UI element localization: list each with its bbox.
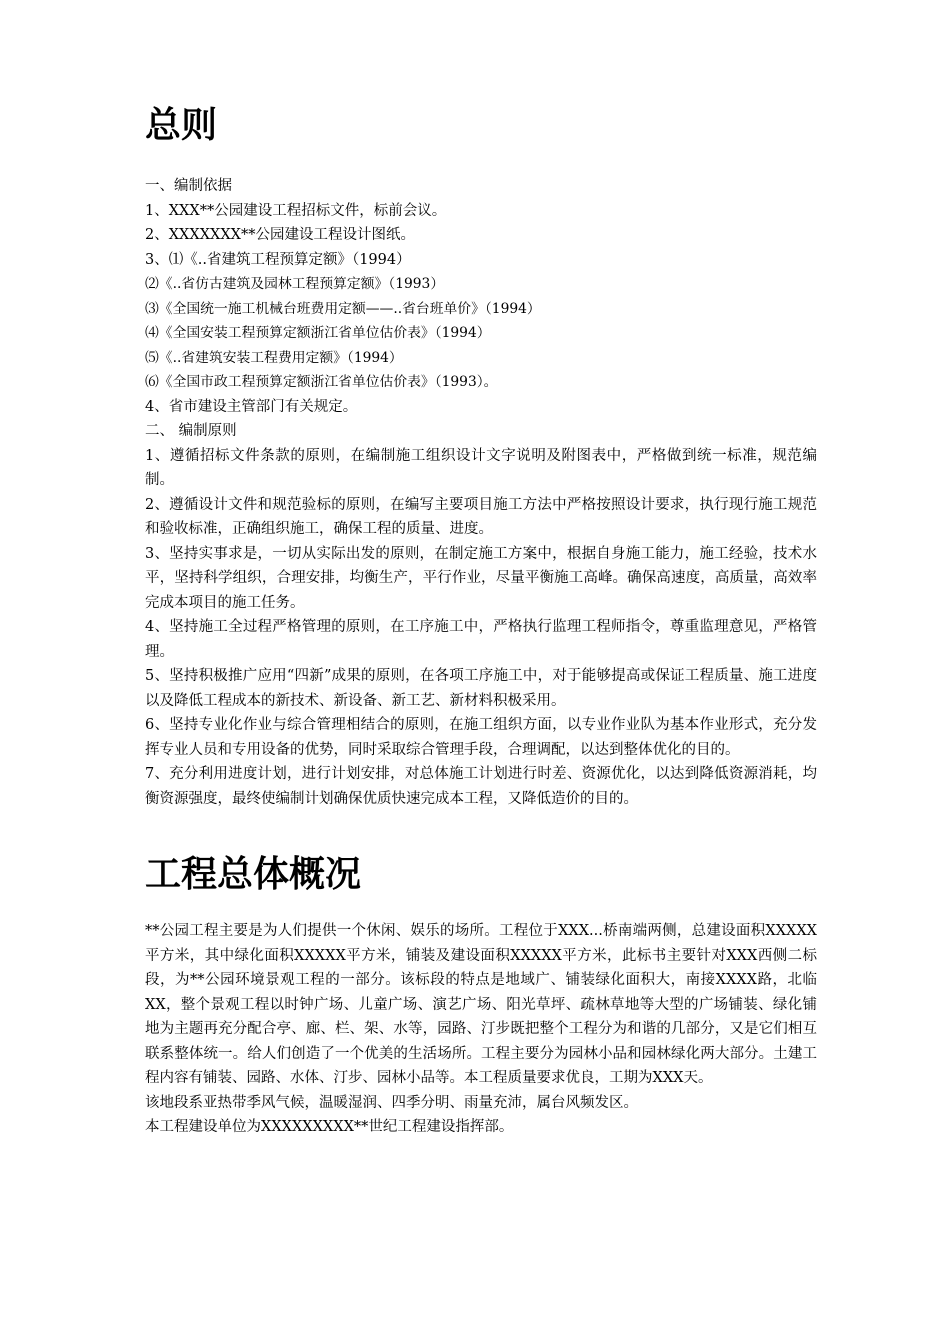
principle-paragraph: 6、坚持专业化作业与综合管理相结合的原则，在施工组织方面，以专业作业队为基本作业形式，充分发挥专业人员和专用设备的优势，同时采取综合管理手段，合理调配，以达到整体优化的目的。 [145, 717, 817, 758]
list-item: 4、省市建设主管部门有关规定。 [145, 398, 358, 415]
principle-paragraph: 4、坚持施工全过程严格管理的原则，在工序施工中，严格执行监理工程师指令，尊重监理意见，严格管理。 [145, 619, 817, 660]
section-heading: 工程总体概况 [145, 854, 362, 895]
subheading-principles: 二、 编制原则 [145, 423, 237, 439]
list-item: ⑷《全国安装工程预算定额浙江省单位估价表》（1994） [145, 325, 491, 341]
principle-paragraph: 2、遵循设计文件和规范验标的原则，在编写主要项目施工方法中严格按照设计要求，执行现行施工规范和验收标准，正确组织施工，确保工程的质量、进度。 [145, 496, 817, 537]
section-project-overview [145, 849, 817, 1140]
list-item: ⑵《..省仿古建筑及园林工程预算定额》（1993） [145, 276, 445, 292]
list-item: 1、XXX**公园建设工程招标文件，标前会议。 [145, 202, 447, 219]
subheading-basis: 一、编制依据 [145, 178, 232, 194]
list-item: ⑶《全国统一施工机械台班费用定额——..省台班单价》（1994） [145, 300, 541, 317]
overview-paragraph: **公园工程主要是为人们提供一个休闲、娱乐的场所。工程位于XXX...桥南端两侧，总建设面积XXXXX平方米，其中绿化面积XXXXX平方米，铺装及建设面积XXXXX平方米，此标书主要针对XXX西侧二标段，为**公园环境景观工程的一部分。该标段的特点是地域广、铺装绿化面积大，南接XXXX路，北临XX，整个景观工程以时钟广场、儿童广场、演艺广场、阳光草坪、疏林草地等大型的广场铺装、绿化铺地为主题再充分配合亭、廊、栏、架、水等，园路、汀步既把整个工程分为和谐的几部分，又是它们相互联系整体统一。给人们创造了一个优美的生活场所。工程主要分为园林小品和园林绿化两大部分。土建工程内容有铺装、园路、水体、汀步、园林小品等。本工程质量要求优良，工期为XXX天。 [145, 923, 817, 1086]
list-item: ⑹《全国市政工程预算定额浙江省单位估价表》（1993）。 [145, 374, 498, 390]
document-body [145, 100, 817, 1140]
overview-paragraph: 本工程建设单位为XXXXXXXXX**世纪工程建设指挥部。 [145, 1119, 514, 1135]
section-heading: 总则 [145, 105, 218, 146]
principle-paragraph: 1、遵循招标文件条款的原则，在编制施工组织设计文字说明及附图表中，严格做到统一标准，规范编制。 [145, 447, 817, 488]
overview-paragraph: 该地段系亚热带季风气候，温暖湿润、四季分明、雨量充沛，属台风频发区。 [145, 1094, 638, 1111]
list-item: 2、XXXXXXX**公园建设工程设计图纸。 [145, 227, 415, 243]
principle-paragraph: 5、坚持积极推广应用“四新”成果的原则，在各项工序施工中，对于能够提高或保证工程质量、施工进度以及降低工程成本的新技术、新设备、新工艺、新材料积极采用。 [145, 668, 817, 709]
list-item: ⑸《..省建筑安装工程费用定额》（1994） [145, 349, 403, 366]
section-general-principles [145, 100, 817, 811]
list-item: 3、⑴《..省建筑工程预算定额》（1994） [145, 251, 411, 268]
principle-paragraph: 7、充分利用进度计划，进行计划安排，对总体施工计划进行时差、资源优化，以达到降低资源消耗，均衡资源强度，最终使编制计划确保优质快速完成本工程，又降低造价的目的。 [145, 766, 817, 807]
principle-paragraph: 3、坚持实事求是，一切从实际出发的原则，在制定施工方案中，根据自身施工能力，施工经验，技术水平，坚持科学组织，合理安排，均衡生产，平行作业，尽量平衡施工高峰。确保高速度，高质量，高效率完成本项目的施工任务。 [145, 545, 817, 611]
